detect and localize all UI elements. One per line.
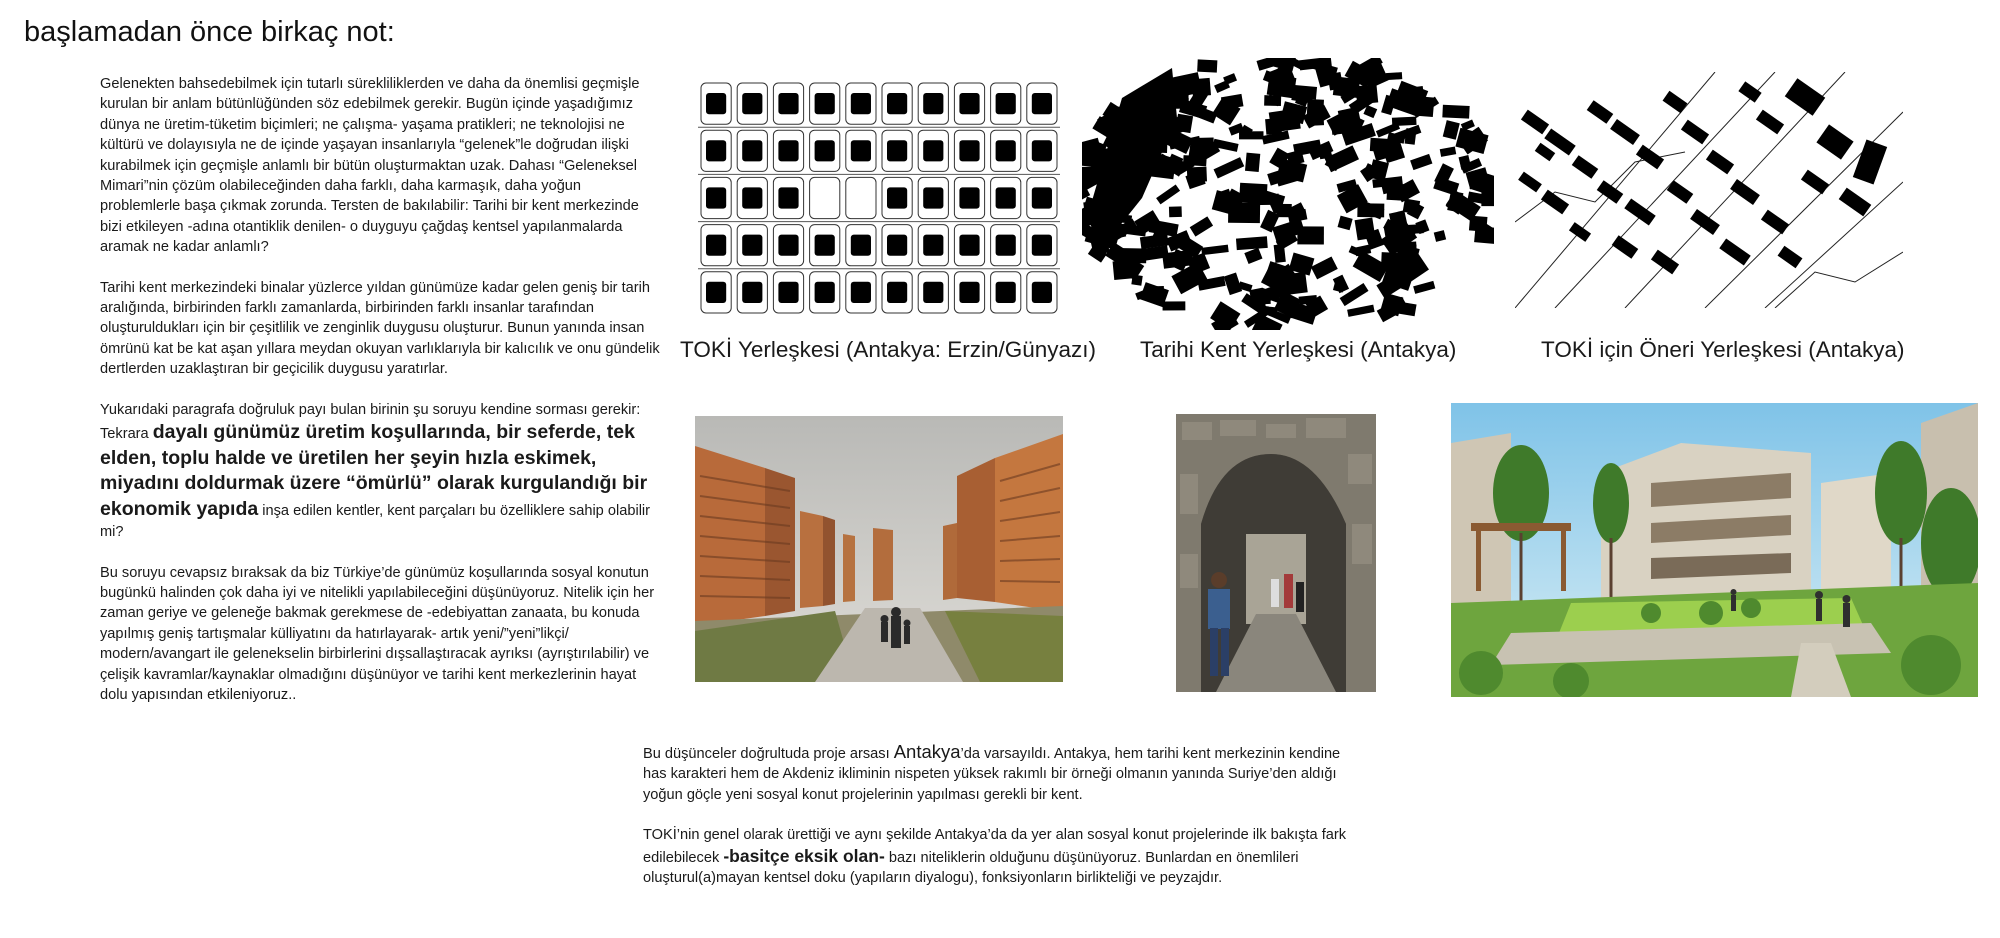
bottom-paragraph-1-end: ’da varsayıldı. Antakya, hem tarihi kent merkezinin kendine has karakteri hem de Akdeniz ikliminin nispeten yüksek rakımlı bir örneği olmanın yanında Suriye’den aldığı yoğun göçle yeni sosyal konut projelerinin yapılması gerekli bir kent. (643, 746, 1341, 803)
paragraph-3-emphasis: dayalı günümüz üretim koşullarında, bir seferde, tek elden, toplu halde ve üretilen her şeyin hızla eskimek, miyadını doldurmak üzere “ömürlü” olarak kurgulandığı bir ekonomik yapıda (100, 421, 648, 520)
paragraph-1: Gelenekten bahsedebilmek için tutarlı sürekliliklerden ve daha da önemlisi geçmişle kurulan bir anlam bütünlüğünden söz edebilmek gerekir. Bugün içinde yaşadığımız dünya ne üretim-tüketim biçimleri; ne çalışma- yaşama pratikleri; ne teknolojisi ne kültürü ve dolayısıyla ne de içinde yaşayan insanlarıyla “gelenek”le doğrudan ilişki kurabilmek için geçmişle anlamlı bir bütün oluşturmaktan uzak. Dahası “Geleneksel Mimari”nin çözüm olabileceğinden daha farklı, daha karmaşık, daha yoğun problemlerle başa çıkmak zorunda. Tersten de bakılabilir: Tarihi bir kent merkezinde bizi etkileyen -adına otantiklik denilen- o duyguyu çağdaş kentsel yapılanmalarda aramak ne kadar anlamlı? (100, 76, 640, 256)
proposal-building (1785, 78, 1825, 116)
historic-building (1221, 94, 1244, 110)
proposal-site-plan-drawing (1515, 72, 1903, 308)
toki-building (742, 93, 762, 114)
toki-building (778, 235, 798, 256)
proposal-building (1719, 238, 1750, 265)
toki-building (959, 187, 979, 208)
historic-building (1413, 281, 1435, 294)
caption-proposal: TOKİ için Öneri Yerleşkesi (Antakya) (1541, 337, 1905, 362)
toki-housing-photo (695, 416, 1063, 682)
toki-building (1032, 140, 1052, 161)
toki-building (815, 140, 835, 161)
proposal-building (1651, 250, 1679, 275)
toki-building (923, 187, 943, 208)
toki-building (923, 93, 943, 114)
historic-building (1193, 138, 1214, 154)
historic-building (1163, 301, 1186, 310)
toki-building (742, 187, 762, 208)
toki-building (706, 235, 726, 256)
paragraph-2: Tarihi kent merkezindeki binalar yüzlerce yıldan günümüze kadar gelen geniş bir tarih aralığında, birbirinden farklı zamanlarda, birbirinden farklı insanlar tarafından oluşturuldukları için bir çeşitlilik ve zenginlik duygusu oluşturur. Bunun yanında insan ömrünü kat be kat aşan yıllara meydan okuyan varlıklarıyla bir kalıcılık ve onu gündelik dertlerden uzaklaştıran bir geçicilik duygusu yaratırlar. (100, 279, 660, 378)
toki-building (887, 140, 907, 161)
caption-toki: TOKİ Yerleşkesi (Antakya: Erzin/Günyazı) (680, 337, 1097, 362)
historic-figure-ground (1082, 58, 1494, 330)
toki-building (742, 235, 762, 256)
historic-building (1256, 58, 1279, 71)
paragraph-3 (100, 400, 660, 543)
toki-building (706, 93, 726, 114)
historic-building (1338, 216, 1353, 231)
bottom-text (643, 742, 1363, 908)
proposal-building (1761, 210, 1789, 235)
proposal-building (1853, 139, 1887, 184)
historic-building (1403, 199, 1420, 215)
historic-building (1405, 128, 1417, 145)
proposal-building (1624, 198, 1655, 225)
toki-building (815, 282, 835, 303)
caption-historic: Tarihi Kent Yerleşkesi (Antakya) (1140, 337, 1457, 362)
toki-building (996, 140, 1016, 161)
proposal-building (1597, 180, 1624, 204)
historic-building (1183, 155, 1207, 166)
proposal-building (1572, 155, 1599, 179)
toki-building (742, 140, 762, 161)
historic-building (1245, 153, 1260, 172)
proposal-building (1730, 179, 1760, 205)
proposal-building (1612, 235, 1639, 259)
historic-building (1357, 203, 1384, 217)
historic-building (1244, 248, 1262, 264)
page-title: başlamadan önce birkaç not: (24, 16, 395, 48)
historic-building (1481, 186, 1494, 206)
proposal-building (1839, 188, 1872, 217)
toki-building (851, 282, 871, 303)
historic-street-photo (1176, 414, 1376, 692)
proposal-building (1816, 124, 1853, 159)
bottom-paragraph-2-emphasis: -basitçe eksik olan- (723, 845, 885, 866)
historic-building (1169, 206, 1182, 217)
proposal-building (1778, 246, 1803, 268)
toki-building (887, 93, 907, 114)
historic-building (1440, 147, 1457, 157)
toki-building (1032, 235, 1052, 256)
historic-building (1474, 226, 1494, 244)
proposal-site-plan (1515, 72, 1903, 308)
toki-building (1032, 187, 1052, 208)
bottom-paragraph-1 (643, 742, 1363, 805)
historic-building (1311, 257, 1338, 280)
toki-building (778, 140, 798, 161)
proposal-building (1706, 150, 1734, 175)
historic-building (1190, 216, 1213, 236)
proposal-building (1756, 110, 1784, 135)
toki-building (1032, 93, 1052, 114)
paragraph-4: Bu soruyu cevapsız bıraksak da biz Türkiye’de günümüz koşullarında sosyal konutun bugünkü halinden çok daha iyi ve nitelikli yapılabileceğini düşünüyoruz. Nitelik için her zaman geriye ve geleneğe bakmak gerekmese de -edebiyattan zanaata, bu konuda yapılmış geniş tartışmalar külliyatını da hatırlayarak- artık yeni/”yeni”likçi/ modern/avangart ile gelenekselin birbirlerini dışsallaştıracak ayrıksı (ayrıştırılabilir) ve çelişik kavramlar/kaynaklar olmadığını düşünüyor ve tarihi kent merkezlerinin hayat dolu yapısından etkileniyoruz.. (100, 564, 655, 703)
historic-building (1187, 167, 1207, 182)
historic-building (1393, 224, 1423, 235)
historic-building (1410, 154, 1432, 170)
toki-building (706, 140, 726, 161)
proposal-building (1587, 100, 1614, 124)
toki-building (959, 93, 979, 114)
toki-building (778, 93, 798, 114)
proposal-building (1801, 170, 1829, 195)
historic-building (1201, 245, 1228, 256)
historic-building (1311, 117, 1324, 126)
proposal-building (1663, 91, 1688, 113)
toki-building (996, 282, 1016, 303)
historic-building (1333, 76, 1360, 98)
proposal-street (1705, 112, 1903, 308)
toki-building (851, 93, 871, 114)
historic-building (1156, 184, 1180, 204)
historic-building (1149, 219, 1179, 237)
historic-building (1151, 286, 1165, 294)
toki-building (959, 235, 979, 256)
historic-building (1455, 128, 1488, 154)
historic-building (1197, 59, 1217, 72)
historic-building (1265, 118, 1282, 135)
proposal-building (1610, 119, 1640, 145)
historic-building (1214, 80, 1230, 93)
historic-building (1442, 105, 1469, 119)
toki-building (815, 235, 835, 256)
toki-building (887, 282, 907, 303)
historic-building (1443, 120, 1460, 140)
toki-building (923, 282, 943, 303)
toki-building (887, 187, 907, 208)
toki-building (706, 187, 726, 208)
toki-building (851, 235, 871, 256)
historic-building (1347, 305, 1375, 317)
toki-site-plan (698, 80, 1060, 316)
paragraph-3-start: Yukarıdaki paragrafa doğruluk payı bulan birinin şu soruyu kendine sorması gerekir: Tekrara (100, 401, 641, 443)
toki-building (742, 282, 762, 303)
proposal-building (1569, 222, 1591, 242)
toki-block (810, 177, 840, 218)
proposal-building (1521, 110, 1549, 135)
toki-building (851, 140, 871, 161)
bottom-paragraph-2-start: TOKİ’nin genel olarak ürettiği ve aynı şekilde Antakya’da da yer alan sosyal konut projelerinde ilk bakışta fark edilebilecek (643, 827, 1347, 866)
toki-building (706, 282, 726, 303)
paragraph-3-end: inşa edilen kentler, kent parçaları bu özelliklere sahip olabilir mi? (100, 502, 651, 541)
toki-building (923, 235, 943, 256)
proposal-render-drawing (1451, 403, 1978, 697)
antakya-word: Antakya (893, 741, 961, 762)
proposal-building (1541, 190, 1569, 215)
toki-block (846, 177, 876, 218)
proposal-building (1681, 120, 1709, 145)
historic-building (1236, 236, 1268, 250)
proposal-render (1451, 403, 1978, 697)
historic-building (1224, 273, 1242, 296)
toki-building (996, 235, 1016, 256)
historic-building (1214, 157, 1245, 178)
toki-building (815, 93, 835, 114)
historic-street-photo-drawing (1176, 414, 1376, 692)
toki-building (887, 235, 907, 256)
toki-building (996, 93, 1016, 114)
toki-housing-photo-drawing (695, 416, 1063, 682)
historic-building (1252, 194, 1274, 205)
left-text-column (100, 74, 660, 725)
historic-building (1434, 230, 1446, 242)
bottom-paragraph-1-start: Bu düşünceler doğrultuda proje arsası (643, 746, 894, 762)
historic-figure-ground-drawing (1082, 58, 1494, 330)
toki-building (959, 282, 979, 303)
bottom-paragraph-2-end: bazı niteliklerin olduğunu düşünüyoruz. Bunlardan en önemlileri oluşturul(a)mayan kentsel doku (yapıların diyalogu), fonksiyonların birlikteliği ve peyzajdır. (643, 849, 1299, 887)
proposal-building (1518, 172, 1542, 193)
toki-building (959, 140, 979, 161)
proposal-building (1535, 143, 1555, 162)
proposal-building (1690, 209, 1720, 235)
bottom-paragraph-2 (643, 825, 1363, 888)
proposal-street (1765, 182, 1903, 308)
toki-building (778, 282, 798, 303)
toki-building (996, 187, 1016, 208)
toki-building (778, 187, 798, 208)
toki-building (923, 140, 943, 161)
toki-site-plan-drawing (698, 80, 1060, 316)
toki-building (1032, 282, 1052, 303)
